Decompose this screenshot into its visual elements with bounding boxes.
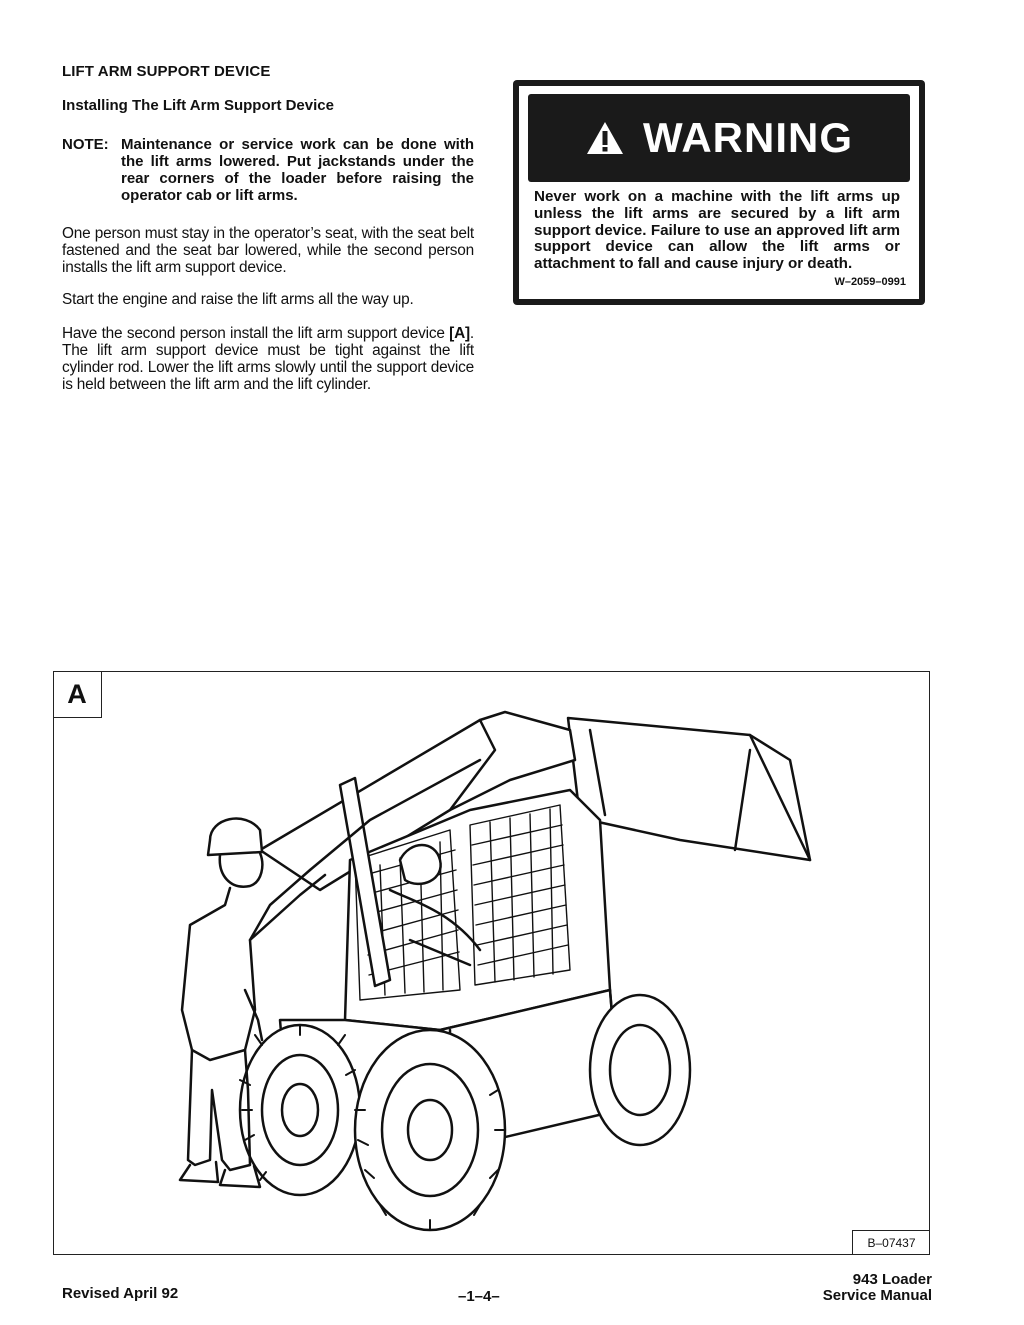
footer-model: 943 Loader — [852, 1271, 932, 1288]
note-block — [62, 136, 474, 204]
paragraph-install-device — [62, 325, 474, 393]
subsection-title: Installing The Lift Arm Support Device — [62, 97, 334, 114]
figure-code: B–07437 — [852, 1230, 930, 1255]
note-text: Maintenance or service work can be done with the lift arms lowered. Put jackstands under the rear corners of the loader before raising the operator cab or lift arms. — [121, 136, 474, 204]
warning-text: Never work on a machine with the lift arms up unless the lift arms are secured by a lift arm support device. Failure to use an approved lift arm support device can allow the lift arms or attachment to fall and cause injury or death. — [534, 188, 900, 273]
paragraph-start-engine: Start the engine and raise the lift arms all the way up. — [62, 291, 414, 308]
section-title: LIFT ARM SUPPORT DEVICE — [62, 63, 271, 80]
loader-illustration — [150, 690, 870, 1235]
footer-manual-title — [823, 1272, 932, 1304]
footer-manual: Service Manual — [822, 1287, 932, 1304]
figure-reference: [A] — [449, 325, 470, 342]
page-number: –1–4– — [458, 1288, 500, 1305]
figure-label: A — [53, 671, 102, 718]
paragraph-operator-seat: One person must stay in the operator’s seat, with the seat belt fastened and the seat bar lowered, while the second person installs the lift arm support device. — [62, 225, 474, 276]
note-label: NOTE: — [62, 136, 109, 153]
paragraph-install-text-b: . The lift arm support device must be tight against the lift cylinder rod. Lower the lift arms slowly until the support device is held between the lift arm and the lift cylinder. — [62, 325, 474, 393]
footer-revision: Revised April 92 — [62, 1285, 179, 1302]
warning-code: W–2059–0991 — [834, 276, 906, 288]
warning-triangle-icon — [585, 120, 625, 156]
warning-title: WARNING — [643, 114, 853, 161]
paragraph-install-text-a: Have the second person install the lift arm support device — [62, 325, 450, 342]
warning-header — [528, 94, 910, 182]
